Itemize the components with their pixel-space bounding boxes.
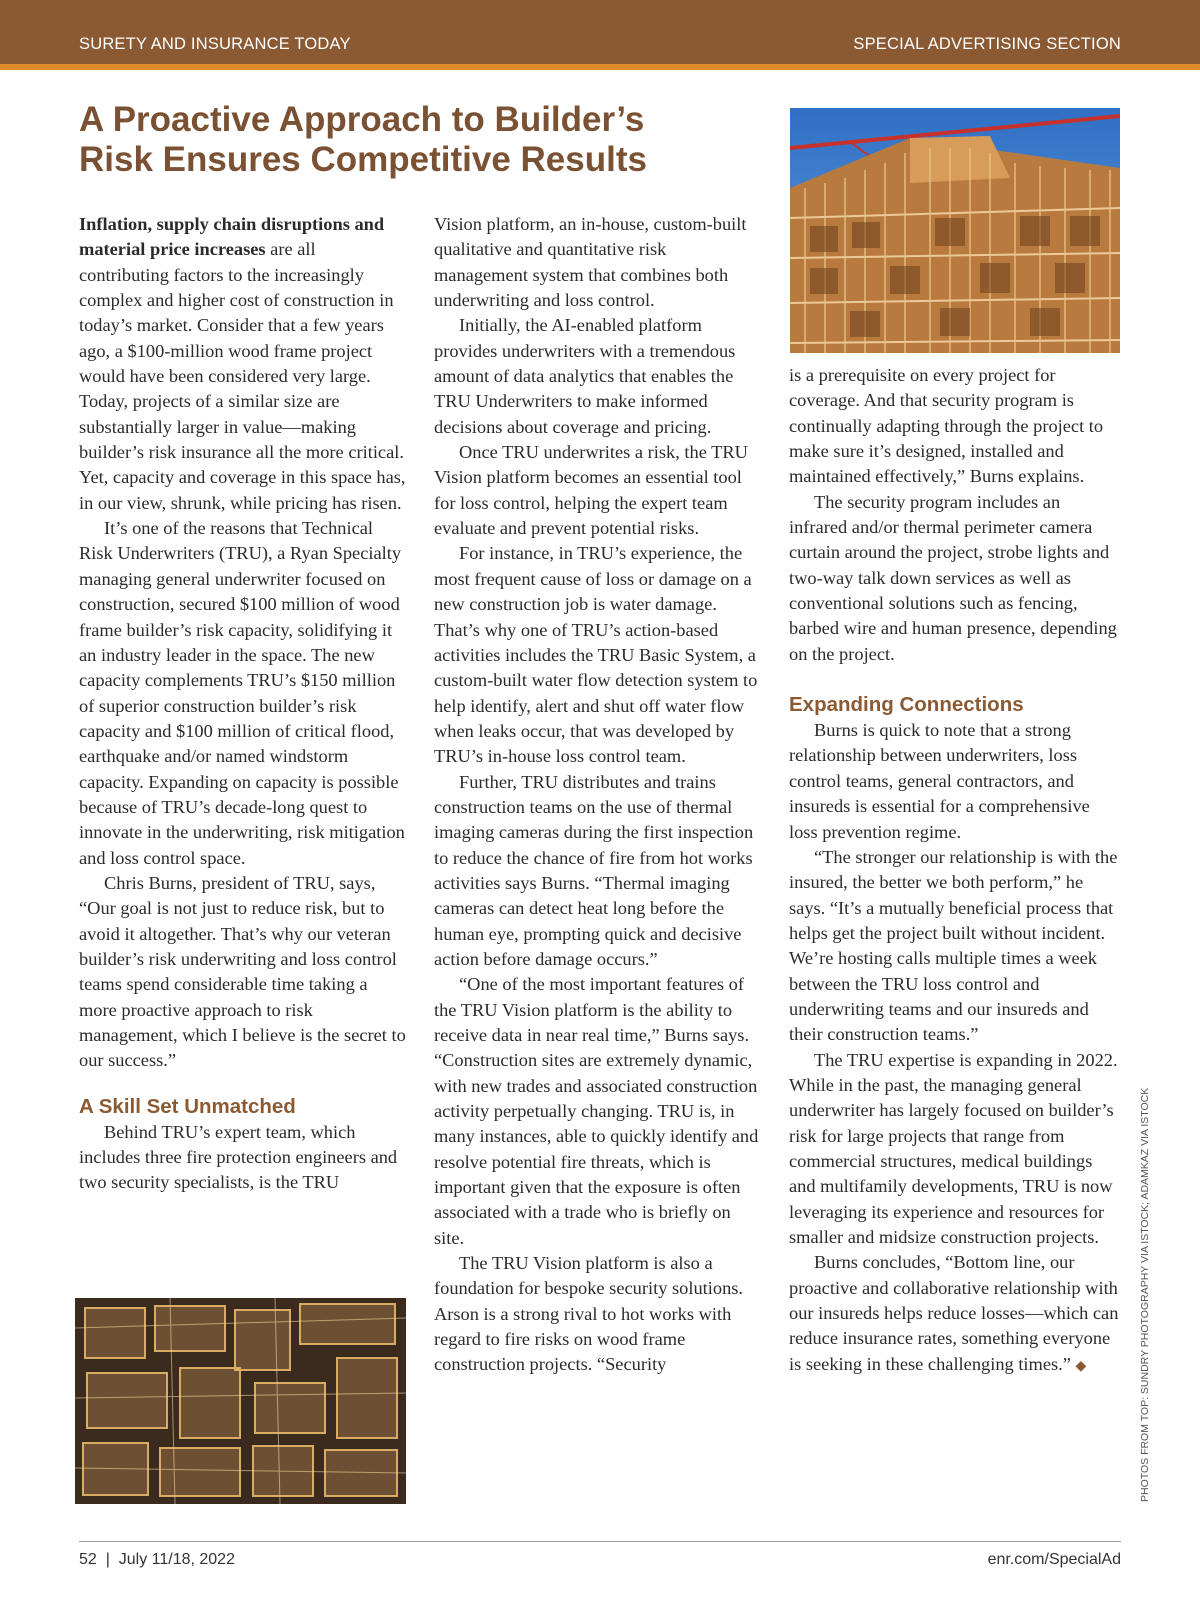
paragraph: The security program includes an infrared and/or thermal perimeter camera curtain around the project, strobe lights and two-way talk down services as well as conventional solutions such as fencing, barbed wire and human presence, depending on the project.	[789, 491, 1117, 664]
closing-paragraph	[789, 1250, 1119, 1379]
footer-divider	[79, 1541, 1121, 1542]
header-bar	[0, 0, 1200, 64]
paragraph: Behind TRU’s expert team, which includes three fire protection engineers and two security specialists, is the TRU	[79, 1121, 398, 1193]
footer-url[interactable]: enr.com/SpecialAd	[987, 1551, 1121, 1568]
paragraph: Chris Burns, president of TRU, says, “Our goal is not just to reduce risk, but to avoid it altogether. That’s why our veteran builder’s risk underwriting and loss control teams spend considerable time taking a more proactive approach to risk management, which I believe is the secret to our success.”	[79, 872, 406, 1071]
paragraph: Burns is quick to note that a strong relationship between underwriters, loss control teams, general contractors, and insureds is essential for a comprehensive loss prevention regime.	[789, 720, 1090, 842]
lead-bold: Inflation, supply chain disruptions and material price increases	[79, 214, 385, 260]
paragraph: Further, TRU distributes and trains construction teams on the use of thermal imaging cameras during the first inspection to reduce the chance of fire from hot works activities says Burns. “Thermal imaging cameras can detect heat long before the human eye, prompting quick and decisive action before damage occurs.”	[434, 771, 754, 969]
advertising-label: SPECIAL ADVERTISING SECTION	[853, 35, 1121, 53]
paragraph: The TRU expertise is expanding in 2022. While in the past, the managing general underwriter has largely focused on builder’s risk for large projects that range from commercial structures, medical buildings and multifamily developments, TRU is now leveraging its experience and resources for smaller and midsize construction projects.	[789, 1049, 1118, 1247]
paragraph: The TRU Vision platform is also a foundation for bespoke security solutions. Arson is a strong rival to hot works with regard to fire risks on wood frame construction projects. “Security	[434, 1253, 744, 1375]
end-mark-icon: ◆	[1075, 1358, 1087, 1374]
paragraph: Initially, the AI-enabled platform provides underwriters with a tremendous amount of data analytics that enables the TRU Underwriters to make informed decisions about coverage and pricing.	[434, 315, 736, 437]
paragraph: “The stronger our relationship is with the insured, the better we both perform,” he says. “It’s a mutually beneficial process that helps get the project built without incident. We’re hosting calls multiple times a week between the TRU loss control and underwriting teams and our insureds and their construction teams.”	[789, 846, 1118, 1045]
photo-credit: PHOTOS FROM TOP: SUNDRY PHOTOGRAPHY VIA ISTOCK; ADAMKAZ VIA ISTOCK	[1139, 1087, 1151, 1502]
closing-text: Burns concludes, “Bottom line, our proactive and collaborative relationship with our insureds helps reduce losses—which can reduce insurance rates, something everyone is seeking in these challenging times.”	[789, 1252, 1119, 1374]
paragraph: “One of the most important features of the TRU Vision platform is the ability to receive data in near real time,” Burns says. “Construction sites are extremely dynamic, with new trades and associated construction activity perpetually changing. TRU is, in many instances, able to quickly identify and resolve potential fire threats, which is important given that the exposure is often associated with a trade who is briefly on site.	[434, 974, 759, 1248]
paragraph: is a prerequisite on every project for coverage. And that security program is continually adapting through the project to make sure it’s designed, installed and maintained effectively,” Burns explains.	[789, 365, 1104, 487]
subhead-skill-set: A Skill Set Unmatched	[79, 1094, 296, 1118]
title-line-2: Risk Ensures Competitive Results	[79, 140, 647, 179]
column-1	[79, 212, 409, 1196]
title-line-1: A Proactive Approach to Builder’s	[79, 100, 645, 139]
section-label: SURETY AND INSURANCE TODAY	[79, 35, 351, 53]
paragraph: Once TRU underwrites a risk, the TRU Vision platform becomes an essential tool for loss control, helping the expert team evaluate and prevent potential risks.	[434, 442, 748, 539]
lead-paragraph	[79, 212, 409, 516]
paragraph: Vision platform, an in-house, custom-built qualitative and quantitative risk management system that combines both underwriting and loss control.	[434, 214, 747, 311]
subhead-expanding-connections: Expanding Connections	[789, 693, 1024, 717]
construction-framing-photo	[790, 108, 1120, 353]
aerial-framing-photo	[75, 1298, 406, 1504]
article-title	[79, 100, 759, 180]
paragraph: For instance, in TRU’s experience, the most frequent cause of loss or damage on a new construction job is water damage. That’s why one of TRU’s action-based activities includes the TRU Basic System, a custom-built water flow detection system to help identify, alert and shut off water flow when leaks occur, that was developed by TRU’s in-house loss control team.	[434, 543, 758, 767]
page-number-date: 52 | July 11/18, 2022	[79, 1551, 235, 1568]
column-2	[434, 212, 764, 1378]
column-3	[789, 363, 1119, 1379]
header-accent-stripe	[0, 64, 1200, 70]
lead-rest: are all contributing factors to the increasingly complex and higher cost of construction in today’s market. Consider that a few years ago, a $100-million wood frame project would have been considered very large. Today, projects of a similar size are substantially larger in value—making builder’s risk insurance all the more critical. Yet, capacity and coverage in this space has, in our view, shrunk, while pricing has risen.	[79, 239, 406, 513]
paragraph: It’s one of the reasons that Technical Risk Underwriters (TRU), a Ryan Specialty managing general underwriter focused on construction, secured $100 million of wood frame builder’s risk capacity, solidifying it an industry leader in the space. The new capacity complements TRU’s $150 million of superior construction builder’s risk capacity and $100 million of critical flood, earthquake and/or named windstorm capacity. Expanding on capacity is possible because of TRU’s decade-long quest to innovate in the underwriting, risk mitigation and loss control space.	[79, 518, 405, 868]
